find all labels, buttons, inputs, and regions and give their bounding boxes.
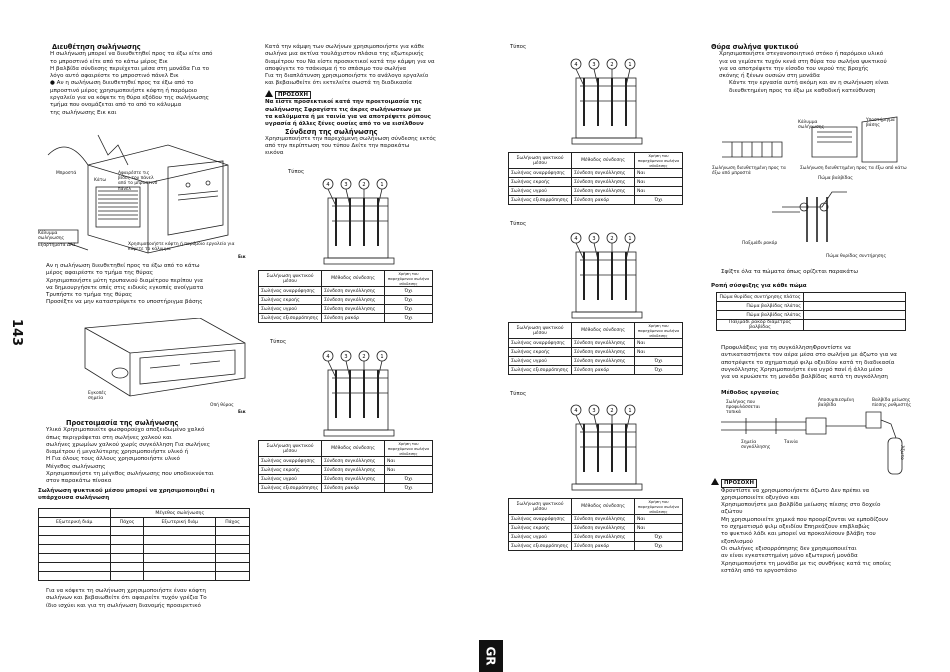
cell: Όχι (385, 305, 433, 314)
table-row (717, 302, 906, 311)
fig1-label-front: Μπροστά (56, 171, 77, 176)
line: Χρησιμοποιήστε μύτη τρυπανιού διαμέτρου περίπου για (46, 277, 203, 284)
valve-figure-b (318, 348, 413, 440)
line: Χρησιμοποιήστε τη μέγεθος σωλήνωσης που υποδεικνύεται (46, 471, 214, 478)
table-row (39, 545, 250, 554)
table-row (39, 563, 250, 572)
cell: Σύνδεση συγκόλλησης (572, 357, 635, 366)
callout-num: 1 (628, 62, 632, 68)
cell: Ναι (635, 348, 683, 357)
col1-section2 (46, 420, 251, 486)
cell: Πώμα βαλβίδας πλάτος (717, 302, 804, 311)
cell: Σύνδεση συγκόλλησης (322, 457, 385, 466)
cell: Ναι (385, 457, 433, 466)
line: τα καλύμματα ή με ταινία για να αποτρέψετε ρύπους (265, 113, 431, 120)
col-header: Μέθοδος σύνδεσης (572, 499, 635, 515)
line: το σχηματισμό φιλμ οξειδίου Επηρεάζουν επιβλαβώς (721, 524, 870, 531)
line: Χρησιμοποιήστε μια βαλβίδα μείωσης πίεσης στο δοχείο (721, 502, 881, 509)
line: το ψυκτικό λάδι και μπορεί να προκαλέσουν βλάβη του (721, 531, 876, 538)
line: στον παρακάτω πίνακα (46, 478, 112, 485)
callout-num: 3 (592, 62, 596, 68)
page-number: 143 (9, 318, 25, 347)
col-header: Σωλήνωση ψυκτικού μέσου (509, 153, 572, 169)
cell: Σωλήνας εκροής (509, 524, 572, 533)
language-tab (479, 640, 503, 672)
valve-figure-e (566, 402, 661, 494)
cell: Σωλήνας εξισορρόπησης (259, 484, 322, 493)
col4 (711, 44, 916, 95)
cell: Σύνδεση ρακόρ (322, 314, 385, 323)
callout-num: 2 (362, 354, 366, 360)
cell: Ναι (635, 339, 683, 348)
line: διαμέτρου του Να είστε προσεκτικοί κατά την κάμψη για να (265, 58, 435, 65)
callout-num: 3 (344, 354, 348, 360)
table-header: Μέγεθος σωλήνωσης (110, 509, 249, 518)
cell: Σύνδεση συγκόλλησης (572, 187, 635, 196)
cell: Σωλήνας εκροής (259, 466, 322, 475)
col-header: Μέθοδος σύνδεσης (322, 271, 385, 287)
line: σωλήνωσης Σφραγίστε τις άκρες σωλήνωσεων με (265, 106, 421, 113)
line: διαμέτρου ή μεγαλύτερης χρησιμοποιήστε υλικό ή (46, 449, 189, 456)
fig4-label-pipe-cover: Κάλυμμα σωλήνωσης (798, 120, 825, 131)
cell (804, 293, 906, 302)
cell: Σύνδεση συγκόλλησης (572, 178, 635, 187)
type-label: Τύπος (288, 169, 305, 175)
line: αζώτου (721, 509, 743, 516)
line: αποφύγετε το τσάκισμα ή το σπάσιμο του σωλήνα (265, 65, 407, 72)
line: αν είναι εγκατεστημένη μόνο εξωτερική μονάδα (721, 553, 858, 560)
callout-num: 2 (610, 236, 614, 242)
col-header: Μέθοδος σύνδεσης (572, 323, 635, 339)
work-label-tape: Ταινία (784, 440, 798, 445)
col-header: Χρήση του παρεχόμενου σωλήνα σύνδεσης (385, 441, 433, 457)
line: συγκόλλησης Χρησιμοποιήστε ένα υγρό πανί ή άλλο μέσο (721, 366, 883, 373)
line: τμήμα που ονομάζεται από το από το κάλυμμα (50, 102, 182, 109)
cell: Ναι (635, 187, 683, 196)
callout-num: 2 (610, 62, 614, 68)
line: Αν η σωλήνωση διευθετηθεί προς τα έξω από το κάτω (46, 263, 200, 269)
fig2-label-back-door: Οπή θύρας (210, 403, 234, 408)
warning-icon (711, 478, 719, 485)
table-row (509, 348, 683, 357)
line: Η βαλβίδα σύνδεσης περιέχεται μέσα στη μονάδα Για το (50, 65, 210, 72)
cell: Σωλήνας υγρού (509, 187, 572, 196)
callout-num: 1 (380, 354, 384, 360)
cell: Σωλήνας αναρρόφησης (509, 339, 572, 348)
table-row (509, 178, 683, 187)
col-header: Πάχος (216, 518, 250, 527)
line: υγρασία ή άλλες ξένες ουσίες από το να εισέλθουν (265, 121, 424, 128)
cell: Όχι (635, 366, 683, 375)
line: εξοπλισμού (721, 538, 753, 545)
work-label-nitrogen: Άζωτο (898, 445, 904, 460)
work-label-tube: Σωλήνας που προφυλάσσεται τοπικά (726, 400, 761, 416)
callout-num: 3 (592, 236, 596, 242)
cell: Σωλήνας αναρρόφησης (509, 169, 572, 178)
col1-subtitle: Σωλήνωση ψυκτικού μέσου μπορεί να χρησιμοποιηθεί η υπάρχουσα σωλήνωση (38, 488, 215, 502)
valve-figure-c (566, 56, 661, 148)
col-header: Χρήση του παρεχόμενου σωλήνα σύνδεσης (635, 323, 683, 339)
cell: Σύνδεση ρακόρ (572, 542, 635, 551)
line: Μέγεθος σωλήνωσης (46, 463, 106, 470)
col-header: Σωλήνωση ψυκτικού μέσου (509, 323, 572, 339)
cell: Ναι (385, 466, 433, 475)
warning-block (265, 90, 470, 100)
table-row (509, 196, 683, 205)
connection-table-e (508, 498, 683, 551)
cell: Σωλήνας υγρού (509, 357, 572, 366)
cell: Σωλήνας εκροής (509, 348, 572, 357)
col-header: Πάχος (110, 518, 144, 527)
cell: Σωλήνας αναρρόφησης (259, 287, 322, 296)
line: Οι σωλήνες εξισορρόπησης δεν χρησιμοποιείται (721, 545, 857, 552)
col-header: Σωλήνωση ψυκτικού μέσου (509, 499, 572, 515)
line: Για να κόψετε τη σωλήνωση χρησιμοποιήστε έναν κόφτη (46, 588, 206, 594)
work-label-weld: Σημεία συγκόλλησης (741, 440, 771, 451)
fig4-label-valve: Πώμα βαλβίδας (818, 176, 853, 181)
col-header: Χρήση του παρεχόμενου σωλήνα σύνδεσης (385, 271, 433, 287)
pipe-size-table (38, 508, 250, 581)
col-header: Μέθοδος σύνδεσης (322, 441, 385, 457)
col-header: Εξωτερική διάμ (144, 518, 216, 527)
connection-table-c (508, 152, 683, 205)
cell: Σύνδεση συγκόλλησης (572, 169, 635, 178)
refrigerant-port-figure (712, 112, 917, 262)
warning-icon (265, 90, 273, 97)
line: όπως περιγράφεται στη σωλήνες χαλκού και (46, 434, 172, 441)
line: σκόνης ή ξένων ουσιών στη μονάδα (719, 73, 820, 80)
fig4-label-base: Υποστήριγμα βάσης (866, 118, 895, 129)
line: Προσέξτε να μην καταστρέψετε το υποστήριγμα βάσης (46, 299, 203, 306)
line: το μπροστινό είτε από το κάτω μέρος Εικ (50, 58, 168, 65)
cell: Σωλήνας εκροής (259, 296, 322, 305)
col2 (265, 44, 470, 158)
callout-num: 4 (326, 182, 330, 188)
torque-table (716, 292, 906, 331)
line: Κατά την κάμψη των σωλήνων χρησιμοποιήστε για κάθε (265, 44, 425, 50)
type-label: Τύπος (510, 391, 527, 397)
fig4-label-flare: Παξιμάδι ρακόρ (742, 241, 778, 246)
cell (804, 311, 906, 320)
cell: Όχι (635, 533, 683, 542)
table-row (259, 296, 433, 305)
col1-p2 (46, 263, 251, 307)
cell: Σύνδεση συγκόλλησης (572, 524, 635, 533)
cell: Σύνδεση ρακόρ (572, 196, 635, 205)
fig4-label-service-cap: Πώμα θυρίδας συντήρησης (826, 254, 887, 259)
line: αντικαταστήσετε τον αέρα μέσα στο σωλήνα με άζωτο για να (721, 352, 897, 359)
cell: Σωλήνας εξισορρόπησης (509, 366, 572, 375)
line: αποτρέψετε το σχηματισμό φιλμ οξειδίου κατά τη διαδικασία (721, 359, 895, 366)
cell: Σωλήνας εξισορρόπησης (509, 542, 572, 551)
connection-table-d (508, 322, 683, 375)
table-row (509, 169, 683, 178)
line: εστάλη από το εργοστάσιο (721, 567, 797, 574)
table-row (717, 320, 906, 331)
table-row (39, 536, 250, 545)
callout-num: 1 (628, 408, 632, 414)
torque-title: Ροπή σύσφιξης για κάθε πώμα (711, 283, 807, 289)
table-row (509, 366, 683, 375)
cell: Όχι (385, 484, 433, 493)
fig4-label-front-route: Σωλήνωση διευθετημένη προς τα έξω από μπροστά (712, 166, 786, 177)
col1-p1 (50, 51, 243, 117)
line: ίδιο ισχύει και για τη σωλήνωση διανομής προαιρετικό (46, 602, 201, 609)
cell: Όχι (385, 314, 433, 323)
callout-num: 3 (344, 182, 348, 188)
table-row (509, 357, 683, 366)
fig1-label-refer: Εξαρτήματα ΔΑΣ (38, 243, 76, 248)
callout-num: 2 (362, 182, 366, 188)
col-header: Χρήση του παρεχόμενου σωλήνα σύνδεσης (635, 499, 683, 515)
cell: Σωλήνας υγρού (509, 533, 572, 542)
warning-label: ΠΡΟΣΟΧΗ (721, 479, 757, 488)
col1 (38, 44, 243, 117)
table-row (259, 466, 433, 475)
cell: Ναι (635, 169, 683, 178)
line: της σωλήνωσης Εικ και (50, 109, 117, 116)
callout-num: 4 (574, 236, 578, 242)
line: Χρησιμοποιήστε την παρεχόμενη σωλήνωση σύνδεσης εκτός (265, 135, 437, 142)
line: χρησιμοποιείτε οξυγόνο και (721, 494, 800, 501)
line: Η σωλήνωση μπορεί να διευθετηθεί προς τα έξω είτε από (50, 51, 213, 58)
cell: Σύνδεση ρακόρ (572, 366, 635, 375)
cell: Πώμα βαλβίδας πλάτος (717, 311, 804, 320)
language-tab-label: GR (484, 646, 498, 666)
work-method-title: Μέθοδος εργασίας (721, 390, 779, 396)
line: ● Αν η σωλήνωση διευθετηθεί προς τα έξω από το (50, 80, 194, 87)
table-row (39, 527, 250, 536)
type-label: Τύπος (510, 221, 527, 227)
col4-p2 (721, 269, 916, 276)
line: από την περίπτωση του τύπου Δείτε την παρακάτω (265, 143, 410, 150)
line: και βεβαιωθείτε ότι εκτελείτε σωστά τη διαδικασία (265, 80, 412, 87)
work-label-pressure-valve: Βαλβίδα μείωσης πίεσης ρυθμιστής (872, 398, 912, 409)
line: για να κρυώσετε τη μονάδα βαλβίδας κατά τη συγκόλληση (721, 374, 888, 381)
section-title-pipe-routing: Διευθέτηση σωλήνωσης (52, 43, 141, 51)
section-title-pipe-connection: Σύνδεση της σωλήνωσης (285, 127, 378, 136)
table-row (509, 515, 683, 524)
table-row (509, 533, 683, 542)
col4-warning (711, 478, 916, 575)
fig1-label-fig: Εικ (238, 255, 246, 260)
col-header: Μέθοδος σύνδεσης (572, 153, 635, 169)
table-row (259, 287, 433, 296)
line: να δημιουργήσετε οπές στις ειδικές εγκοπές ανοίγματα (46, 284, 204, 291)
table-row (259, 314, 433, 323)
line: διευθετημένη προς τα έξω με καθοδική κατεύθυνση (729, 87, 876, 94)
cell: Όχι (635, 196, 683, 205)
callout-num: 1 (380, 182, 384, 188)
connection-table-a (258, 270, 433, 323)
cell: Ναι (635, 524, 683, 533)
cell: Σύνδεση συγκόλλησης (572, 339, 635, 348)
cell: Σωλήνας εκροής (509, 178, 572, 187)
cell: Σωλήνας αναρρόφησης (509, 515, 572, 524)
cell: Όχι (385, 296, 433, 305)
callout-num: 4 (574, 62, 578, 68)
cell (804, 320, 906, 331)
line: εργαλείο για να κόψετε τη θύρα εξόδου της σωλήνωσης (50, 95, 209, 102)
table-row (509, 339, 683, 348)
valve-figure-d (566, 230, 661, 322)
fig1-label-bottom: Κάτω (94, 178, 107, 183)
cell: Σύνδεση συγκόλλησης (572, 533, 635, 542)
line: Η Για όλους τους άλλους χρησιμοποιήστε υλικό (46, 456, 180, 463)
table-row (509, 524, 683, 533)
col4-p1 (719, 51, 916, 95)
callout-num: 1 (628, 236, 632, 242)
cell: Σύνδεση συγκόλλησης (322, 466, 385, 475)
cell: Σωλήνας υγρού (259, 305, 322, 314)
cell: Σωλήνας αναρρόφησης (259, 457, 322, 466)
line: Χρησιμοποιήστε στεγανοποιητικό στόκο ή παρόμοιο υλικό (719, 51, 884, 58)
col1-p4 (46, 588, 251, 610)
callout-num: 3 (592, 408, 596, 414)
line: μέρος αφαιρέστε το τμήμα της θύρας (46, 270, 154, 277)
fig1-label-cutter: Χρησιμοποιήστε κόφτη ή παρόμοιο εργαλείο για κόψετε το κάλυμμα (128, 242, 235, 253)
fig2-label-fig: Εικ (238, 410, 246, 415)
cell: Σύνδεση ρακόρ (322, 484, 385, 493)
line: σωλήνα μια ακτίνα τουλάχιστον πλάσια της εξωτερικής (265, 51, 424, 58)
line: Προφυλάξεις για τη συγκόλλησηΦροντίστε να (721, 345, 851, 351)
line: για να γεμίσετε τυχόν κενά στη θύρα του σωλήνα ψυκτικού (719, 58, 887, 65)
section-title-pipe-prep: Προετοιμασία της σωλήνωσης (66, 419, 179, 427)
warning-label: ΠΡΟΣΟΧΗ (275, 91, 311, 100)
line: λόγο αυτό αφαιρέστε το μπροστινό πάνελ Εικ (50, 73, 179, 80)
fig2-label-notches: Εγκοπές σημεία (88, 391, 107, 402)
type-label: Τύπος (270, 339, 287, 345)
fig1-label-remove-screws: Αφαιρέστε τις βίδες του πάνελ από το μπροστινό πάνελ (118, 171, 158, 192)
cell: Όχι (635, 357, 683, 366)
work-label-valve-cut: Αποσυμπιεσμένη βαλβίδα (818, 398, 855, 409)
col4-p4 (721, 488, 916, 576)
fig1-label-pipe-cover: Κάλυμμα σωλήνωσης (38, 231, 65, 242)
cell (804, 302, 906, 311)
col-header: Εξωτερική διάμ (39, 518, 111, 527)
connection-table-b (258, 440, 433, 493)
cell: Σωλήνας εξισορρόπησης (259, 314, 322, 323)
fig4-label-bottom-route: Σωλήνωση διευθετημένη προς τα έξω από κάτω (800, 166, 907, 171)
cell: Όχι (385, 475, 433, 484)
table-row (509, 542, 683, 551)
cell: Σύνδεση συγκόλλησης (322, 475, 385, 484)
cell: Όχι (635, 542, 683, 551)
line: για να αποτρέψετε την είσοδο του νερού της βροχής (719, 65, 869, 72)
warning-text (265, 99, 470, 128)
col-header: Χρήση του παρεχόμενου σωλήνα σύνδεσης (635, 153, 683, 169)
line: Χρησιμοποιήστε τη μονάδα με τις συνθήκες κατά τις οποίες (721, 560, 892, 567)
line: Μη χρησιμοποιείτε χημικά που προορίζονται να εμποδίζουν (721, 516, 889, 523)
cell: Παξιμάδι ρακόρ διάμετρος βαλβίδας (717, 320, 804, 331)
line: Τρυπήστε το τμήμα της θύρας (46, 292, 133, 299)
col4-p3 (721, 345, 916, 381)
cell: Ναι (635, 178, 683, 187)
line: σωλήνες χρωμίων χαλκού χωρίς συγκόλληση Για σωλήνες (46, 441, 211, 448)
line: Υλικό Χρησιμοποιείτε φωσφορούχο αποξειδωμένο χαλκό (46, 427, 205, 434)
cell: Σύνδεση συγκόλλησης (322, 296, 385, 305)
cell: Σωλήνας υγρού (259, 475, 322, 484)
cell: Σωλήνας εξισορρόπησης (509, 196, 572, 205)
line: εικόνα (265, 150, 284, 157)
cell: Ναι (635, 515, 683, 524)
callout-num: 4 (326, 354, 330, 360)
table-row (509, 187, 683, 196)
section-title-refrigerant-port: Θύρα σωλήνα ψυκτικού (711, 43, 799, 51)
type-label: Τύπος (510, 44, 527, 50)
table-row (39, 572, 250, 581)
col-header: Σωλήνωση ψυκτικού μέσου (259, 271, 322, 287)
cell: Σύνδεση συγκόλλησης (322, 287, 385, 296)
cell: Όχι (385, 287, 433, 296)
callout-num: 2 (610, 408, 614, 414)
line: Για τη διαπλάτυνση χρησιμοποιήστε το ανάλογο εργαλείο (265, 73, 429, 80)
valve-figure-a (318, 176, 413, 268)
line: Σφίξτε όλα τα πώματα όπως ορίζεται παρακάτω (721, 269, 859, 275)
callout-num: 4 (574, 408, 578, 414)
col-header: Σωλήνωση ψυκτικού μέσου (259, 441, 322, 457)
table-row (717, 311, 906, 320)
line: Κάντε την εργασία αυτή ακόμη και αν η σωλήνωση είναι (729, 80, 889, 87)
cell: Σύνδεση συγκόλλησης (322, 305, 385, 314)
cell: Σύνδεση συγκόλλησης (572, 515, 635, 524)
table-row (259, 484, 433, 493)
line: σωλήνων και βεβαιωθείτε ότι αφαιρείτε τυχόν γρέζια Το (46, 595, 207, 602)
cell: Πώμα θυρίδας συντήρησης πλάτος (717, 293, 804, 302)
cell: Σύνδεση συγκόλλησης (572, 348, 635, 357)
table-row (717, 293, 906, 302)
table-row (39, 554, 250, 563)
table-row (259, 457, 433, 466)
table-row (259, 475, 433, 484)
line: Φροντίστε να χρησιμοποιήσετε άζωτο Δεν πρέπει να (721, 487, 870, 494)
line: Να είστε προσεκτικοί κατά την προετοιμασία της (265, 99, 422, 106)
line: μπροστινό μέρος χρησιμοποιήστε κόφτη ή παρόμοιο (50, 87, 198, 94)
warning-block (711, 478, 916, 488)
table-row (259, 305, 433, 314)
